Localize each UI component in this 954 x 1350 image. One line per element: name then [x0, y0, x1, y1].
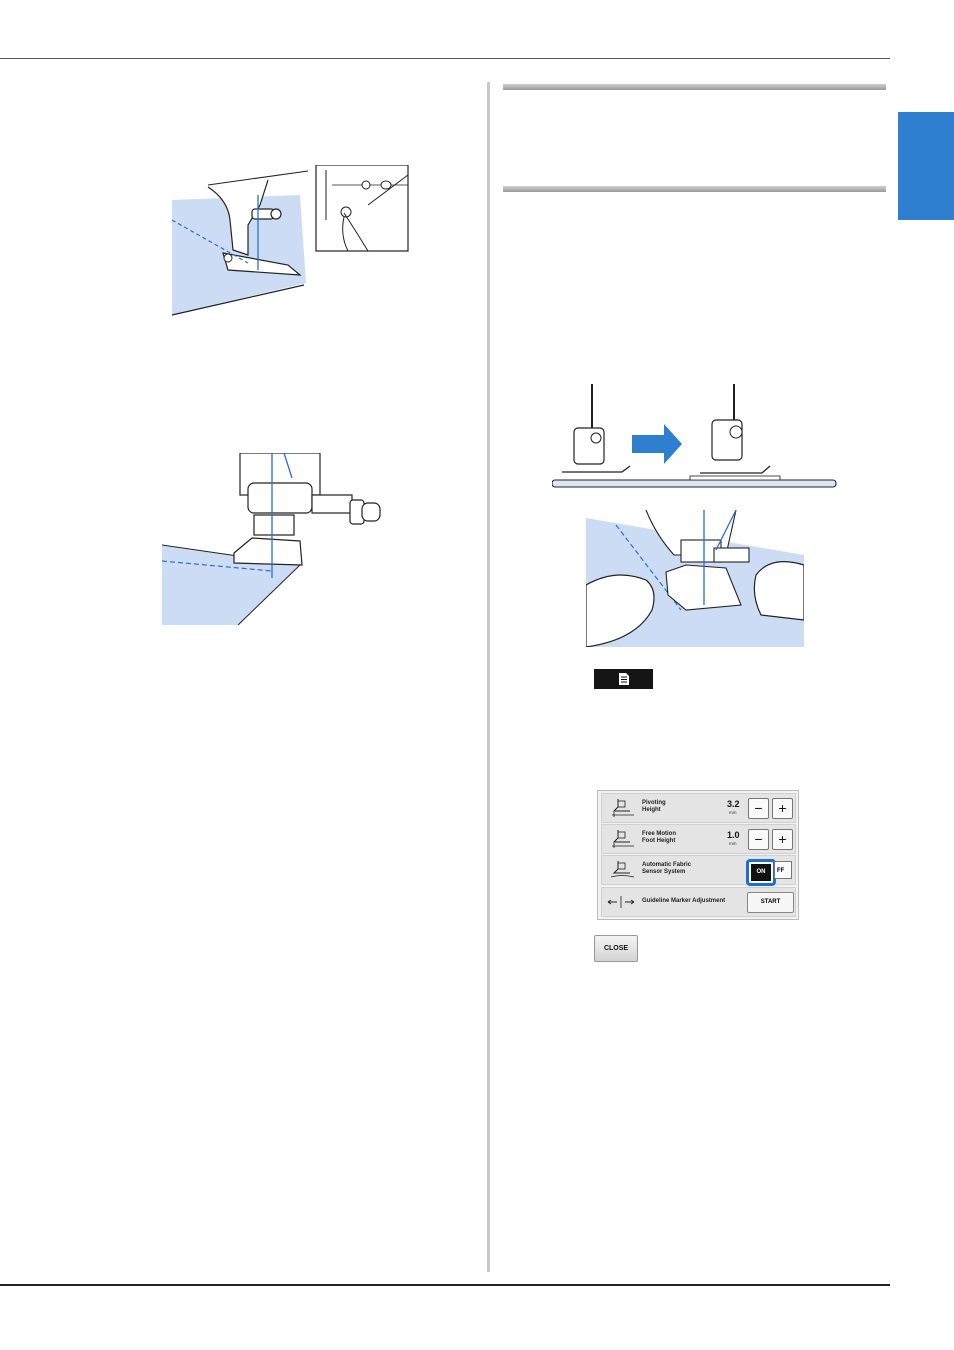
pivoting-height-value: 3.2	[727, 799, 740, 809]
fabric-sensor-on-label: ON	[751, 864, 771, 881]
section-bar-bottom	[503, 186, 886, 192]
free-motion-foot-height-value: 1.0	[727, 830, 740, 840]
pivoting-height-decrease-button[interactable]: −	[748, 798, 769, 819]
presser-foot-illustration	[162, 453, 384, 625]
settings-page-icon	[618, 672, 630, 686]
free-motion-foot-height-row	[601, 824, 796, 854]
free-motion-foot-height-label: Free Motion Foot Height	[642, 831, 676, 844]
pivoting-height-unit: mm	[729, 810, 737, 815]
guideline-marker-row	[601, 887, 796, 917]
close-button[interactable]: CLOSE	[594, 935, 638, 962]
automatic-fabric-sensor-row	[601, 855, 796, 885]
pivoting-height-label: Pivoting Height	[642, 800, 666, 813]
foot-height-diagram	[552, 380, 838, 490]
fabric-sensor-icon	[608, 859, 636, 881]
fabric-sensor-on-button[interactable]	[746, 859, 776, 886]
footer-rule	[0, 1284, 890, 1286]
guideline-marker-start-button[interactable]: START	[747, 892, 794, 913]
free-motion-foot-height-increase-button[interactable]: +	[772, 829, 793, 850]
automatic-fabric-sensor-label: Automatic Fabric Sensor System	[642, 862, 692, 875]
header-rule	[0, 58, 890, 59]
free-motion-foot-height-unit: mm	[729, 841, 737, 846]
pivoting-height-row	[601, 793, 796, 823]
pivot-illustration	[168, 165, 410, 320]
presser-foot-icon	[608, 797, 636, 819]
settings-button[interactable]	[594, 669, 653, 689]
pivoting-height-increase-button[interactable]: +	[772, 798, 793, 819]
section-bar-top	[503, 84, 886, 90]
column-divider	[487, 82, 490, 1272]
settings-panel	[597, 790, 799, 920]
free-motion-foot-height-decrease-button[interactable]: −	[748, 829, 769, 850]
fabric-sensor-off-button[interactable]: FF	[774, 861, 792, 879]
guideline-arrows-icon	[606, 896, 636, 908]
guideline-marker-label: Guideline Marker Adjustment	[642, 898, 726, 904]
presser-foot-icon	[608, 828, 636, 850]
hands-guiding-fabric-illustration	[586, 510, 804, 647]
chapter-tab	[898, 112, 954, 220]
